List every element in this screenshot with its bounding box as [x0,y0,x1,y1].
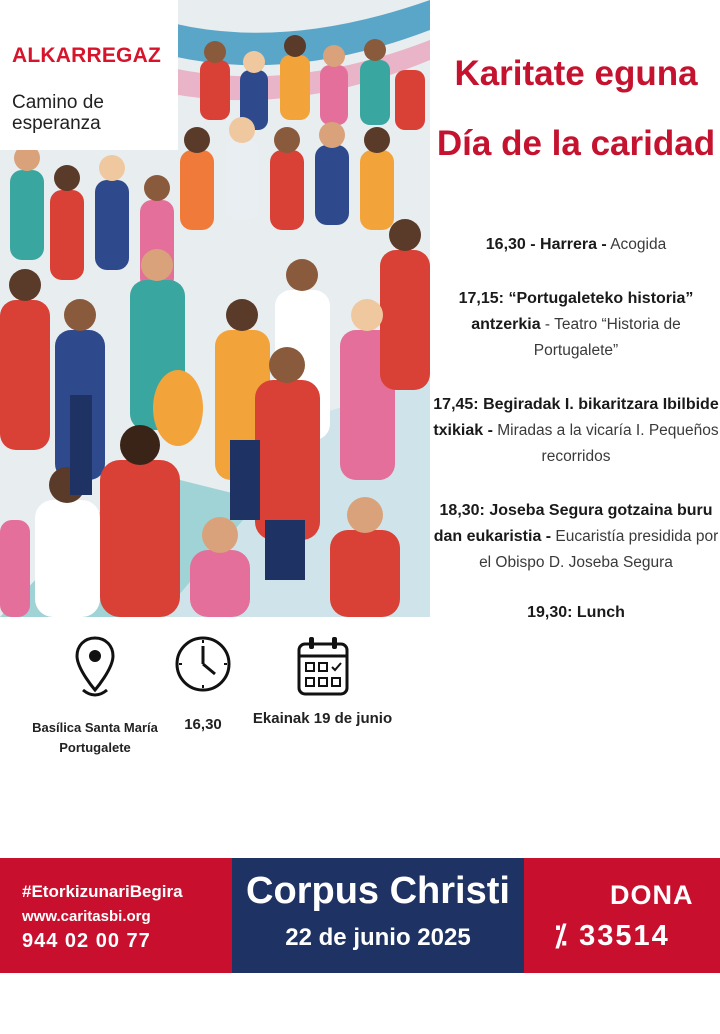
event-title: Corpus Christi [246,870,510,912]
hashtag: #EtorkizunariBegira [22,882,183,901]
program-item [432,392,720,470]
event-program [432,232,720,654]
donate-label: DONA [610,880,694,910]
date-info [240,634,405,727]
event-panel [232,858,524,973]
program-item-spanish: - Teatro “Historia de Portugalete” [533,316,681,359]
clock-icon [173,634,233,694]
program-item-spanish: Acogida [606,236,667,253]
headline-spanish: Día de la caridad [436,124,716,163]
location-pin-icon [73,634,117,704]
calendar-icon [295,634,351,698]
event-date: Ekainak 19 de junio [252,710,393,727]
website-link[interactable]: www.caritasbi.org [22,908,151,925]
sms-icon: ⁒ [554,920,570,952]
brand-box [0,0,178,150]
program-item-basque: 17,45: Begiradak I. bikaritzara Ibilbide txikiak - [433,396,719,439]
donate-panel [524,858,720,973]
phone-number[interactable]: 944 02 00 77 [22,930,151,952]
program-item [432,498,720,576]
program-item-basque: 18,30: Joseba Segura gotzaina buru dan eukaristia - [433,502,713,545]
contact-panel [0,858,232,973]
program-item [432,286,720,364]
crowd-illustration [0,0,430,617]
brand-subtitle: Camino de esperanza [12,92,104,134]
event-time: 16,30 [184,716,222,733]
event-banner-date: 22 de junio 2025 [285,924,471,951]
program-item-basque: 17,15: “Portugaleteko historia” antzerkia [458,290,694,333]
program-item-spanish: Miradas a la vicaría I. Pequeños recorridos [492,422,719,465]
time-info [168,634,238,733]
headline [432,52,720,166]
program-item [432,600,720,626]
program-item-basque: 19,30: Lunch [527,604,625,621]
donate-sms [554,918,670,953]
location-name: Basílica Santa María [32,720,158,735]
sms-code: 33514 [579,920,670,952]
program-item [432,232,720,258]
program-item-basque: 16,30 - Harrera - [485,236,607,253]
location-city: Portugalete [59,740,131,755]
brand-title: ALKARREGAZ [12,44,161,67]
footer-banner [0,858,720,973]
location-info [20,634,170,758]
program-item-spanish: Eucaristía presidida por el Obispo D. Joseba Segura [479,528,719,571]
headline-basque: Karitate eguna [454,54,698,93]
